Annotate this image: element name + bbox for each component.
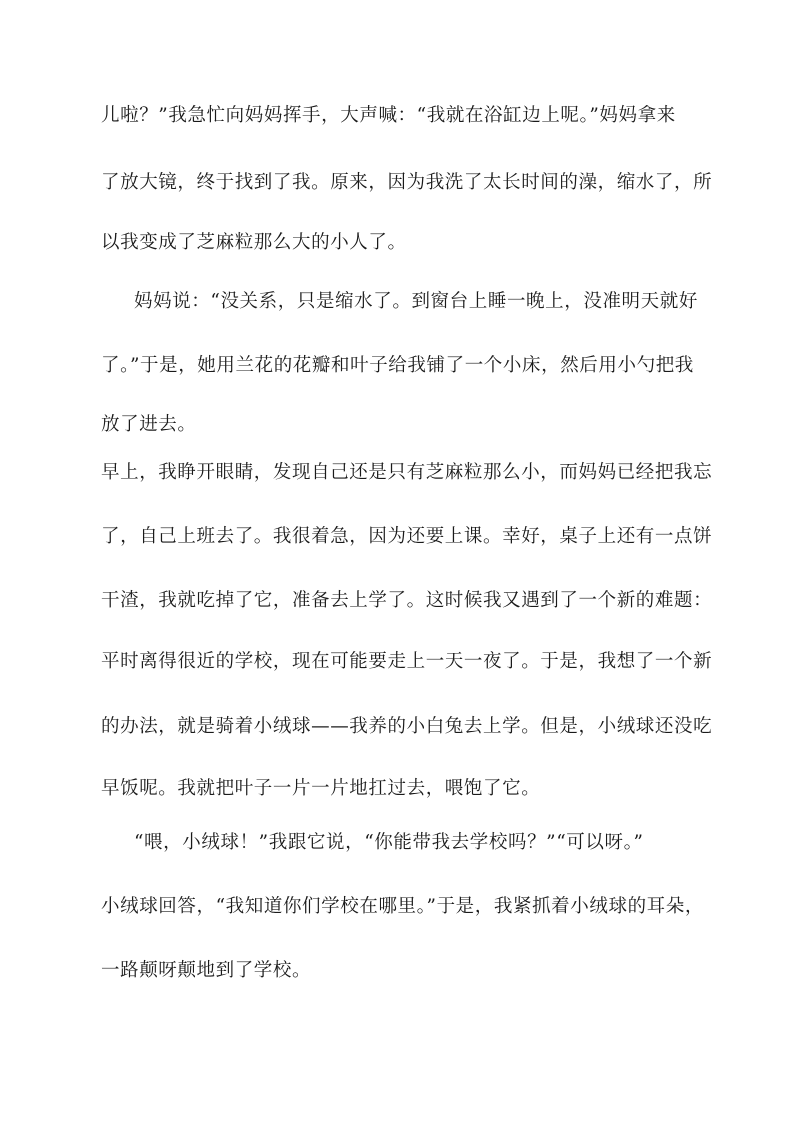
text-line: 儿啦？”我急忙向妈妈挥手，大声喊：“我就在浴缸边上呢。”妈妈拿来	[101, 105, 676, 126]
text-line: 放了进去。	[101, 414, 197, 435]
text-line: 早饭呢。我就把叶子一片一片地扛过去，喂饱了它。	[101, 778, 541, 799]
text-line: 早上，我睁开眼睛，发现自己还是只有芝麻粒那么小，而妈妈已经把我忘	[101, 462, 713, 483]
text-line: 了，自己上班去了。我很着急，因为还要上课。幸好，桌子上还有一点饼	[101, 526, 713, 547]
text-line: 的办法，就是骑着小绒球——我养的小白兔去上学。但是，小绒球还没吃	[101, 716, 713, 737]
text-line: 了放大镜，终于找到了我。原来，因为我洗了太长时间的澡，缩水了，所	[101, 172, 713, 193]
text-line: 干渣，我就吃掉了它，准备去上学了。这时候我又遇到了一个新的难题：	[101, 590, 713, 611]
text-line: 了。”于是，她用兰花的花瓣和叶子给我铺了一个小床，然后用小勺把我	[101, 355, 694, 376]
text-line: 小绒球回答，“我知道你们学校在哪里。”于是，我紧抓着小绒球的耳朵，	[101, 896, 704, 917]
text-line: 一路颠呀颠地到了学校。	[101, 960, 312, 981]
text-line: 妈妈说：“没关系，只是缩水了。到窗台上睡一晚上，没准明天就好	[134, 291, 698, 312]
text-line: 平时离得很近的学校，现在可能要走上一天一夜了。于是，我想了一个新	[101, 651, 713, 672]
text-line: “喂，小绒球！”我跟它说，“你能带我去学校吗？”“可以呀。”	[134, 832, 644, 853]
text-line: 以我变成了芝麻粒那么大的小人了。	[101, 232, 407, 253]
